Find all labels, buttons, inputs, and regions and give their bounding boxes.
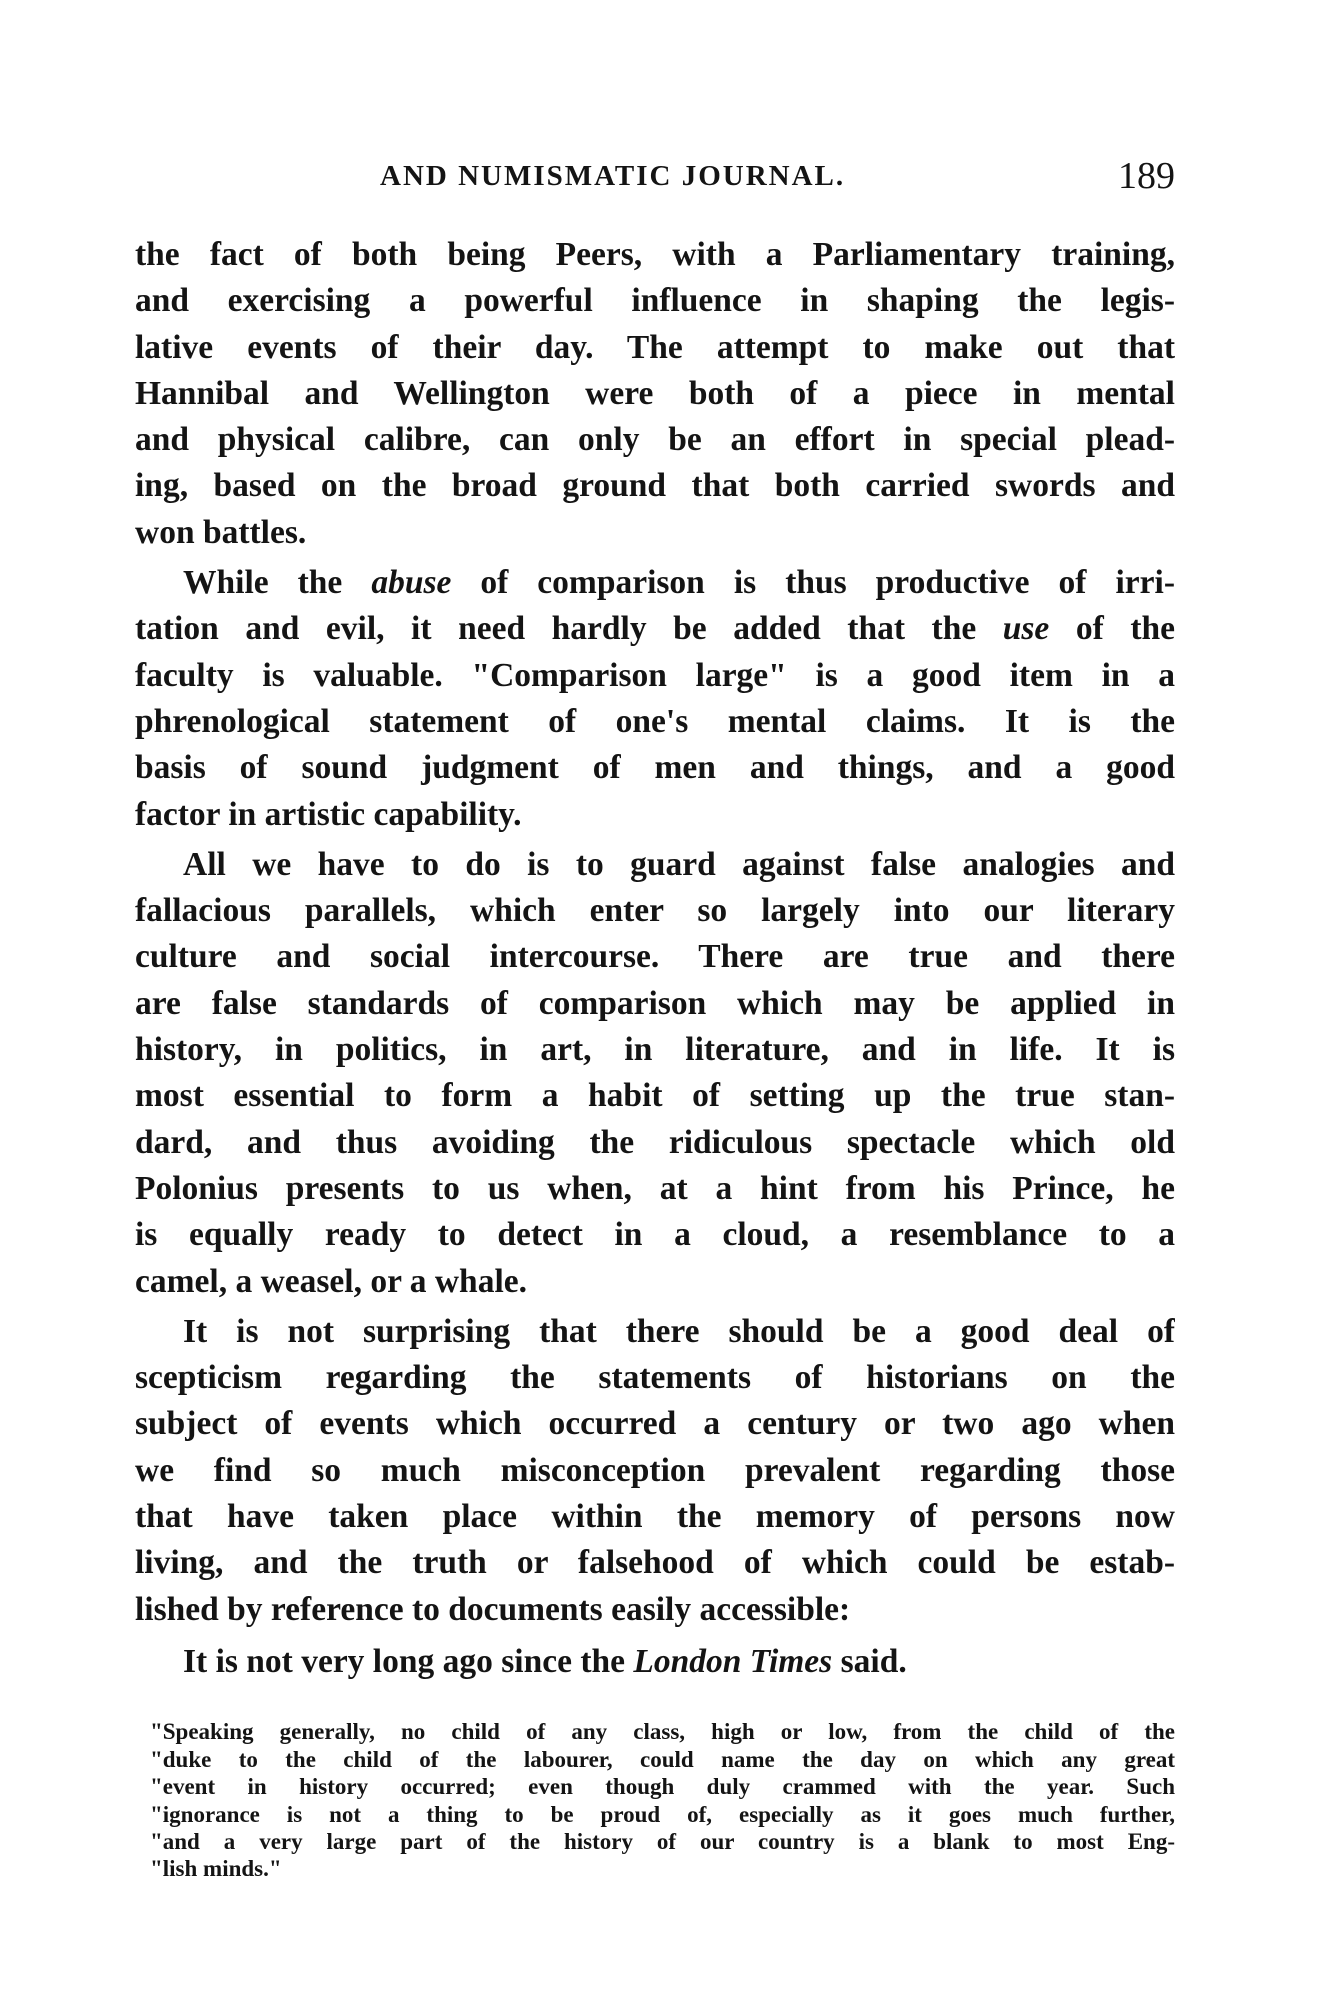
text-segment: tation and evil, it need hardly be added that the <box>135 610 1003 648</box>
text-line: culture and social intercourse. There are true and there <box>135 938 1175 976</box>
text-line: and physical calibre, can only be an effort in special plead- <box>135 421 1175 459</box>
text-line: ing, based on the broad ground that both carried swords and <box>135 467 1175 505</box>
text-line: subject of events which occurred a century or two ago when <box>135 1405 1175 1443</box>
text-line: most essential to form a habit of setting up the true stan- <box>135 1077 1175 1115</box>
text-line: are false standards of comparison which may be applied in <box>135 984 1175 1022</box>
text-segment: of the <box>1049 610 1175 648</box>
text-segment: of comparison is thus productive of irri- <box>451 564 1175 602</box>
quote-line: "ignorance is not a thing to be proud of, especially as it goes much further, <box>150 1801 1175 1827</box>
running-head <box>135 155 1175 210</box>
text-line: scepticism regarding the statements of historians on the <box>135 1359 1175 1397</box>
text-line: that have taken place within the memory of persons now <box>135 1498 1175 1536</box>
text-line: dard, and thus avoiding the ridiculous spectacle which old <box>135 1123 1175 1161</box>
quote-line: "duke to the child of the labourer, could name the day on which any great <box>150 1746 1175 1772</box>
italic-word: use <box>1002 610 1050 648</box>
body-text <box>135 232 1175 1883</box>
quote-line: "event in history occurred; even though duly crammed with the year. Such <box>150 1774 1175 1800</box>
text-segment: It is not very long ago since the <box>183 1642 634 1680</box>
paragraph-3 <box>135 842 1175 1305</box>
text-line: fallacious parallels, which enter so largely into our literary <box>135 892 1175 930</box>
text-line <box>135 560 1175 606</box>
text-line <box>135 1639 1175 1685</box>
text-line: and exercising a powerful influence in shaping the legis- <box>135 282 1175 320</box>
paragraph-2 <box>135 560 1175 838</box>
block-quote <box>135 1718 1175 1882</box>
text-line: factor in artistic capability. <box>135 795 522 833</box>
quote-line: "lish minds." <box>150 1856 282 1882</box>
newspaper-title: London Times <box>633 1642 833 1680</box>
text-line <box>135 606 1175 652</box>
italic-word: abuse <box>371 564 452 602</box>
text-line: faculty is valuable. "Comparison large" is a good item in a <box>135 656 1175 694</box>
text-line: Polonius presents to us when, at a hint from his Prince, he <box>135 1169 1175 1207</box>
text-line: history, in politics, in art, in literature, and in life. It is <box>135 1031 1175 1069</box>
text-line: camel, a weasel, or a whale. <box>135 1262 527 1300</box>
text-line: we find so much misconception prevalent regarding those <box>135 1451 1175 1489</box>
text-segment: said. <box>832 1642 907 1680</box>
text-segment: While the <box>183 564 372 602</box>
running-title: AND NUMISMATIC JOURNAL. <box>380 160 846 192</box>
text-line: basis of sound judgment of men and things, and a good <box>135 749 1175 787</box>
paragraph-1 <box>135 232 1175 556</box>
text-line: is equally ready to detect in a cloud, a resemblance to a <box>135 1216 1175 1254</box>
text-line: the fact of both being Peers, with a Parliamentary training, <box>135 236 1175 273</box>
quote-line: "Speaking generally, no child of any class, high or low, from the child of the <box>150 1719 1175 1745</box>
text-line: won battles. <box>135 513 307 551</box>
text-line: All we have to do is to guard against false analogies and <box>183 845 1175 883</box>
text-line: living, and the truth or falsehood of which could be estab- <box>135 1544 1175 1582</box>
text-line: It is not surprising that there should be a good deal of <box>183 1312 1175 1350</box>
quote-line: "and a very large part of the history of our country is a blank to most Eng- <box>150 1829 1175 1855</box>
page-number: 189 <box>1118 155 1175 197</box>
text-line: lished by reference to documents easily accessible: <box>135 1590 851 1628</box>
text-line: phrenological statement of one's mental claims. It is the <box>135 702 1175 740</box>
paragraph-4 <box>135 1309 1175 1633</box>
text-line: Hannibal and Wellington were both of a piece in mental <box>135 374 1175 412</box>
text-line: lative events of their day. The attempt to make out that <box>135 328 1175 366</box>
quote-intro <box>135 1639 1175 1685</box>
